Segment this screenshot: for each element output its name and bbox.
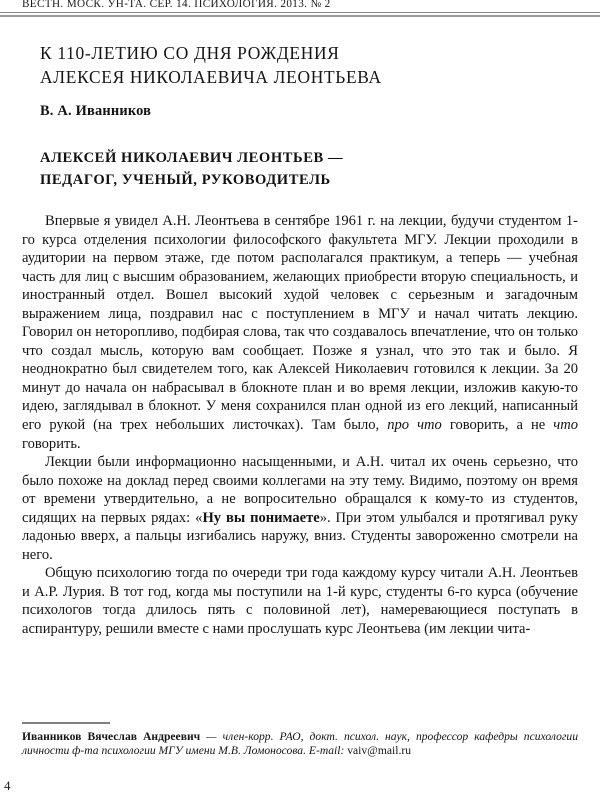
- body-paragraph-1: [22, 212, 578, 453]
- footnote-author-details: — член-корр. РАО, докт. психол. наук, профессор кафедры психологии личности ф-та психологии МГУ имени М.В. Ломоносова.: [22, 730, 579, 757]
- header-rule-thick: [0, 15, 600, 17]
- footnote-author-name: Иванников Вячеслав Андреевич: [22, 730, 201, 743]
- author-footnote: [22, 730, 578, 757]
- paragraph-1-emphasis-2: что: [553, 417, 578, 434]
- series-title-line-1: К 110-ЛЕТИЮ СО ДНЯ РОЖДЕНИЯ: [40, 43, 340, 63]
- paragraph-1-part-a: Впервые я увидел А.Н. Леонтьева в сентябре 1961 г. на лекции, будучи студентом 1-го курса отделения психологии философского факультета МГУ. Лекции проходили в аудитории на первом этаже, где потом располагался практикум, а теперь — учебная часть для лиц с высшим образованием, желающих приобрести вторую специальность, и иностранный отдел. Вошел высокий худой человек с серьезным и загадочным выражением лица, поздравил нас с поступлением в МГУ и начал читать лекцию. Говорил он неторопливо, подбирая слова, так что создавалось впечатление, что он только что создал мысль, которую вам сообщает. Позже я узнал, что это так и было. Я неоднократно был свидетелем того, как Алексей Николаевич готовился к лекции. За 20 минут до начала он набрасывал в блокноте план и во время лекции, изложив какую-то идею, заглядывал в блокнот. У меня сохранился план одной из его лекций, написанный его рукой (на трех небольших листочках). Там было,: [22, 213, 578, 434]
- footnote-email-label: E-mail:: [308, 743, 345, 757]
- paragraph-1-emphasis-1: про что: [387, 417, 442, 434]
- paragraph-2-part-a: Лекции были информационно насыщенными, и А.Н. читал их очень серьезно, что было похоже на доклад перед своими коллегами на эту тему. Видимо, поэтому он время от времени утвердительно, а не вопросительно обращался к кому-то из студентов, сидящих на первых рядах: «: [22, 454, 578, 526]
- footnote-separator: [22, 722, 110, 724]
- article-title-line-2: ПЕДАГОГ, УЧЕНЫЙ, РУКОВОДИТЕЛЬ: [40, 171, 331, 188]
- paragraph-1-part-b: говорить, а не: [441, 417, 554, 434]
- running-head: ВЕСТН. МОСК. УН-ТА. СЕР. 14. ПСИХОЛОГИЯ. 2013. № 2: [22, 0, 331, 10]
- series-title-line-2: АЛЕКСЕЯ НИКОЛАЕВИЧА ЛЕОНТЬЕВА: [40, 66, 382, 87]
- header-rule-thin: [0, 12, 600, 13]
- series-title: [40, 42, 580, 89]
- paragraph-2-quote: Ну вы понимаете: [202, 509, 320, 526]
- article-body: [22, 212, 578, 639]
- page-number: 4: [4, 778, 11, 793]
- body-paragraph-2: [22, 453, 578, 564]
- article-title-line-1: АЛЕКСЕЙ НИКОЛАЕВИЧ ЛЕОНТЬЕВ —: [40, 150, 344, 166]
- paragraph-2-part-b: ». При этом улыбался и протягивал руку ладонью вверх, а пальцы изгибались наружу, вниз. Студенты завороженно смотрели на него.: [22, 509, 578, 563]
- body-paragraph-3: Общую психологию тогда по очереди три года каждому курсу читали А.Н. Леонтьев и А.Р. Лурия. В тот год, когда мы поступили на 1-й курс, студенты 6-го курса (обучение психологов тогда длилось пять с половиной лет), намеревающиеся поступать в аспирантуру, решили вместе с нами прослушать курс Леонтьева (им лекции чита-: [22, 565, 578, 638]
- footnote-email-value: vaiv@mail.ru: [344, 743, 412, 757]
- paragraph-1-part-c: говорить.: [22, 435, 81, 452]
- article-title: [40, 148, 570, 191]
- author-name: В. А. Иванников: [40, 103, 152, 119]
